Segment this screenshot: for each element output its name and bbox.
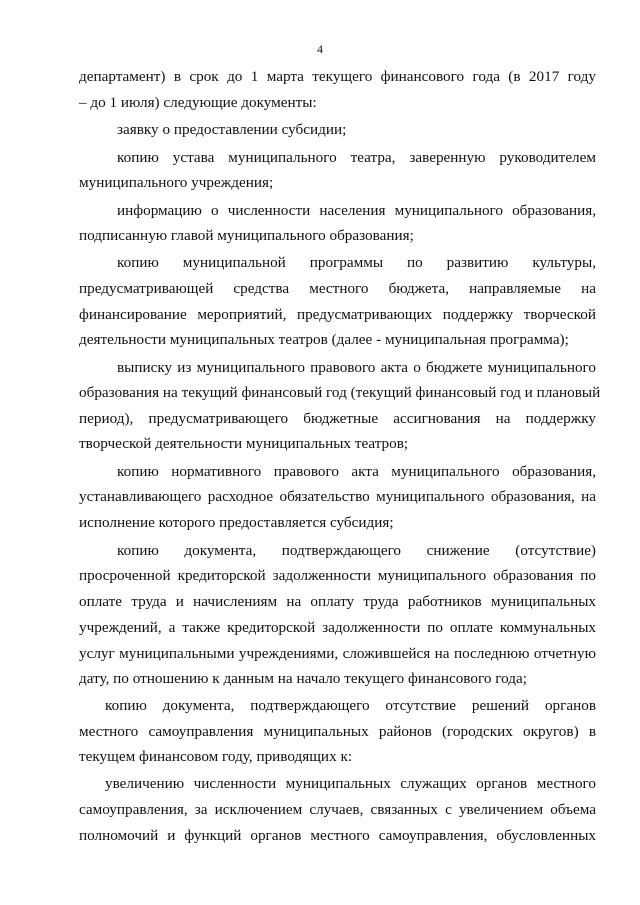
text-line: финансирование мероприятий, предусматривающих поддержку творческой [79, 306, 596, 323]
text-line: подписанную главой муниципального образования; [79, 227, 414, 244]
text-line: деятельности муниципальных театров (далее - муниципальная программа); [79, 331, 569, 348]
text-line: оплате труда и начислениям на оплату труда работников муниципальных [79, 593, 596, 610]
text-line: текущем финансовом году, приводящих к: [79, 748, 353, 765]
text-line: творческой деятельности муниципальных театров; [79, 435, 409, 452]
text-line: заявку о предоставлении субсидии; [117, 121, 347, 138]
text-line: департамент) в срок до 1 марта текущего финансового года (в 2017 году [79, 68, 596, 85]
text-line: информацию о численности населения муниципального образования, [117, 202, 596, 219]
text-line: местного самоуправления муниципальных районов (городских округов) в [79, 723, 596, 740]
text-line: муниципального учреждения; [79, 174, 274, 191]
text-line: просроченной кредиторской задолженности муниципального образования по [79, 567, 596, 584]
text-line: самоуправления, за исключением случаев, связанных с увеличением объема [79, 801, 596, 818]
text-line: исполнение которого предоставляется субсидия; [79, 514, 394, 531]
text-line: образования на текущий финансовый год (текущий финансовый год и плановый [79, 384, 601, 401]
text-line: копию документа, подтверждающего снижение (отсутствие) [117, 542, 596, 559]
text-line: устанавливающего расходное обязательство муниципального образования, на [79, 488, 596, 505]
text-line: период), предусматривающего бюджетные ассигнования на поддержку [79, 410, 596, 427]
text-line: полномочий и функций органов местного самоуправления, обусловленных [79, 827, 596, 844]
text-line: копию муниципальной программы по развитию культуры, [117, 254, 596, 271]
text-line: услуг муниципальными учреждениями, сложившейся на последнюю отчетную [79, 645, 596, 662]
text-line: учреждений, а также кредиторской задолженности по оплате коммунальных [79, 619, 596, 636]
text-line: копию устава муниципального театра, заверенную руководителем [117, 149, 596, 166]
text-line: копию нормативного правового акта муниципального образования, [117, 463, 596, 480]
text-line: увеличению численности муниципальных служащих органов местного [105, 775, 596, 792]
page-number: 4 [317, 42, 323, 56]
text-line: – до 1 июля) следующие документы: [79, 94, 317, 111]
text-line: дату, по отношению к данным на начало текущего финансового года; [79, 670, 527, 687]
text-line: предусматривающей средства местного бюджета, направляемые на [79, 280, 596, 297]
text-line: выписку из муниципального правового акта о бюджете муниципального [117, 359, 596, 376]
text-line: копию документа, подтверждающего отсутствие решений органов [105, 697, 596, 714]
